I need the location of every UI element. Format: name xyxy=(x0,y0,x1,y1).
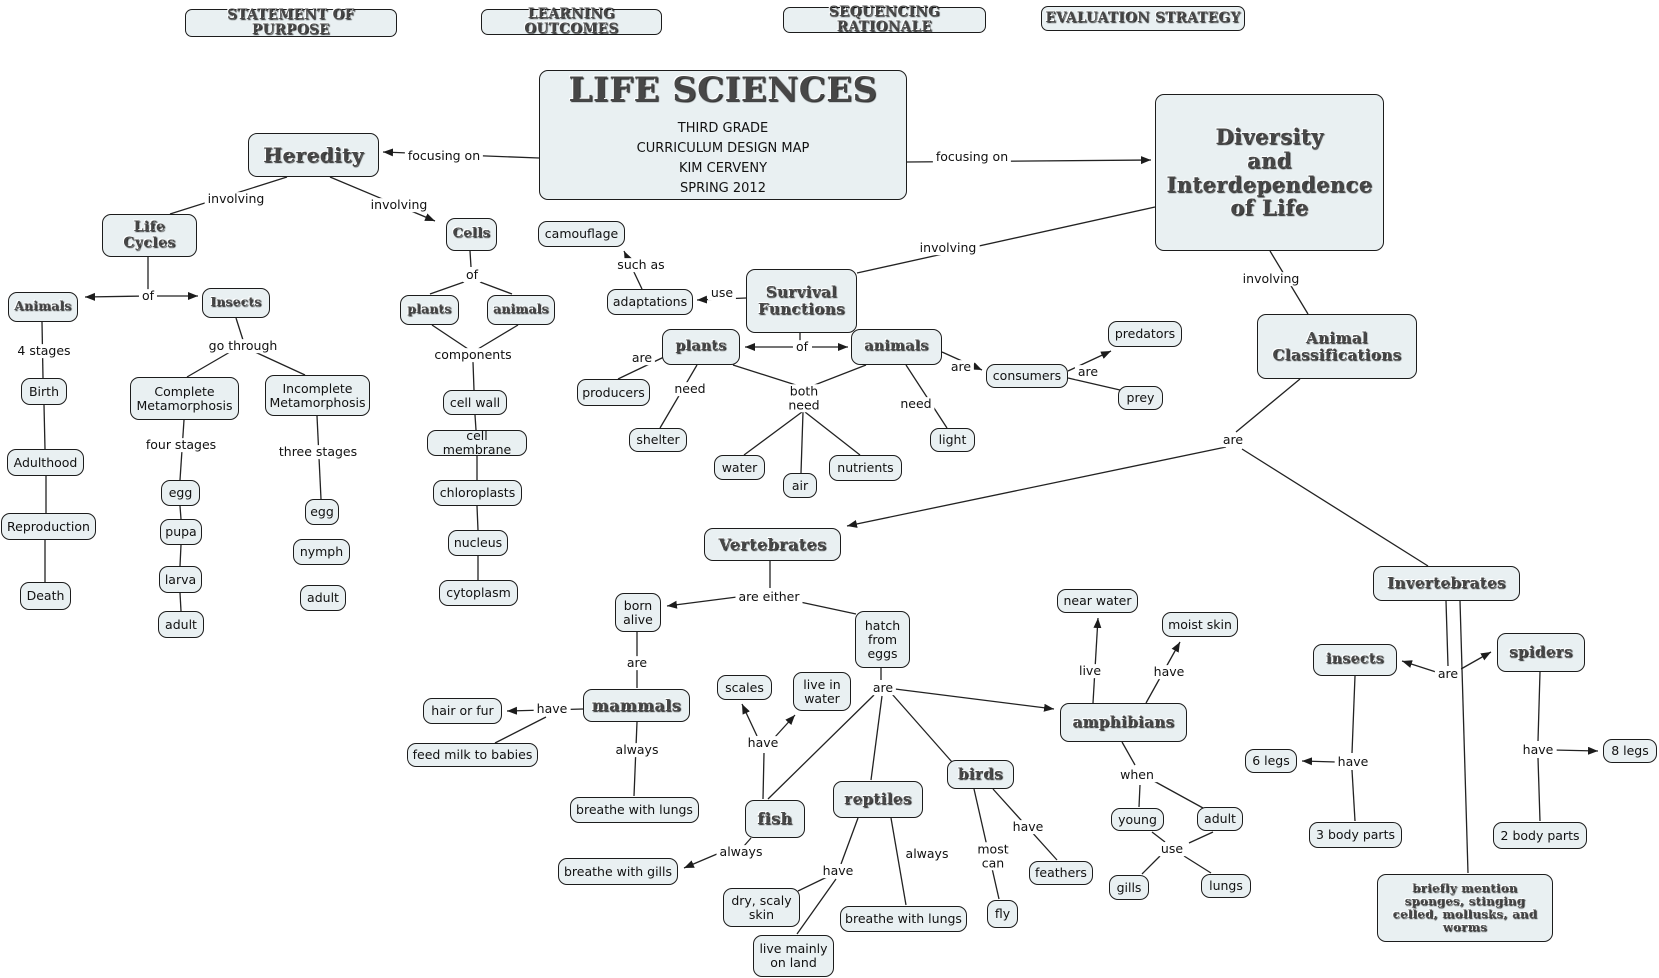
edge-label-always-reptiles[interactable]: always xyxy=(903,847,952,861)
node-heredity[interactable]: Heredity xyxy=(248,133,379,177)
edge-label-three-stages[interactable]: three stages xyxy=(276,445,360,459)
node-predators[interactable]: predators xyxy=(1108,321,1182,347)
node-air[interactable]: air xyxy=(783,473,817,498)
node-moist-skin[interactable]: moist skin xyxy=(1162,612,1238,637)
node-animals-cells[interactable]: animals xyxy=(487,295,555,325)
edge-label-need-light[interactable]: need xyxy=(897,397,934,411)
edge-label-involving-life-cycles[interactable]: involving xyxy=(205,192,268,206)
edge-label-four-stages[interactable]: four stages xyxy=(143,438,219,452)
edge-label-have-amphibians[interactable]: have xyxy=(1151,665,1188,679)
edge-label-always-mammals[interactable]: always xyxy=(613,743,662,757)
node-complete-metamorphosis[interactable]: Complete Metamorphosis xyxy=(130,377,239,420)
node-dry-scaly-skin[interactable]: dry, scaly skin xyxy=(723,888,800,927)
node-animal-classifications[interactable]: Animal Classifications xyxy=(1257,314,1417,379)
edge-label-have-birds[interactable]: have xyxy=(1010,820,1047,834)
node-spiders[interactable]: spiders xyxy=(1497,633,1585,672)
edge-label-both-need[interactable]: both need xyxy=(778,384,830,412)
node-light[interactable]: light xyxy=(930,428,975,452)
node-adulthood[interactable]: Adulthood xyxy=(7,449,84,476)
node-nucleus[interactable]: nucleus xyxy=(448,530,508,556)
node-consumers[interactable]: consumers xyxy=(986,364,1068,388)
node-egg-incomplete[interactable]: egg xyxy=(305,499,339,525)
edge-label-are-classes[interactable]: are xyxy=(1220,433,1246,447)
node-larva[interactable]: larva xyxy=(159,566,202,593)
node-reproduction[interactable]: Reproduction xyxy=(1,513,96,540)
node-plants-survival[interactable]: plants xyxy=(662,329,740,365)
edge-label-are-invertebrates[interactable]: are xyxy=(1435,667,1461,681)
edge-label-are-consumers[interactable]: are xyxy=(948,360,974,374)
edge-label-of-life-cycles[interactable]: of xyxy=(139,289,157,303)
title-box[interactable] xyxy=(539,70,907,200)
node-insects-life-cycle[interactable]: Insects xyxy=(202,288,270,318)
node-diversity-interdependence[interactable]: Diversity and Interdependence of Life xyxy=(1155,94,1384,251)
node-invertebrates[interactable]: Invertebrates xyxy=(1373,566,1520,601)
node-animals-survival[interactable]: animals xyxy=(851,329,942,365)
node-producers[interactable]: producers xyxy=(577,379,650,406)
node-cell-wall[interactable]: cell wall xyxy=(443,390,507,415)
node-egg-complete[interactable]: egg xyxy=(161,480,200,506)
tab-sequencing-rationale[interactable]: SEQUENCING RATIONALE xyxy=(783,7,986,33)
node-live-mainly-on-land[interactable]: live mainly on land xyxy=(753,935,834,977)
edge-label-involving-cells[interactable]: involving xyxy=(368,198,431,212)
edge-label-4-stages[interactable]: 4 stages xyxy=(14,344,73,358)
tab-evaluation-strategy[interactable]: EVALUATION STRATEGY xyxy=(1041,6,1245,31)
edge-label-are-groups[interactable]: are xyxy=(870,681,896,695)
node-adult-amphibian[interactable]: adult xyxy=(1197,807,1243,831)
node-prey[interactable]: prey xyxy=(1118,386,1163,410)
node-2-body-parts[interactable]: 2 body parts xyxy=(1493,822,1587,849)
node-born-alive[interactable]: born alive xyxy=(615,593,661,632)
edge-label-have-insects[interactable]: have xyxy=(1335,755,1372,769)
node-vertebrates[interactable]: Vertebrates xyxy=(704,528,841,561)
tab-learning-outcomes[interactable]: LEARNING OUTCOMES xyxy=(481,9,662,35)
node-pupa[interactable]: pupa xyxy=(160,519,202,545)
edge-label-involving-diversity[interactable]: involving xyxy=(917,241,980,255)
node-breathe-with-gills[interactable]: breathe with gills xyxy=(558,858,678,885)
node-hatch-from-eggs[interactable]: hatch from eggs xyxy=(855,611,910,668)
node-fish[interactable]: fish xyxy=(745,800,805,838)
node-death[interactable]: Death xyxy=(20,582,71,610)
node-adult-incomplete[interactable]: adult xyxy=(300,585,346,611)
node-scales[interactable]: scales xyxy=(717,675,772,700)
node-hair-or-fur[interactable]: hair or fur xyxy=(423,698,502,724)
node-8-legs[interactable]: 8 legs xyxy=(1603,739,1657,763)
node-adaptations[interactable]: adaptations xyxy=(607,289,693,315)
node-feathers[interactable]: feathers xyxy=(1029,861,1093,885)
node-cells[interactable]: Cells xyxy=(446,218,497,251)
node-plants-cells[interactable]: plants xyxy=(400,295,459,325)
node-chloroplasts[interactable]: chloroplasts xyxy=(433,480,522,506)
edge-label-use-adaptations[interactable]: use xyxy=(708,286,736,300)
node-camouflage[interactable]: camouflage xyxy=(538,221,625,247)
edge-label-have-mammals[interactable]: have xyxy=(534,702,571,716)
node-live-in-water[interactable]: live in water xyxy=(793,672,851,711)
node-breathe-with-lungs-mammals[interactable]: breathe with lungs xyxy=(570,797,699,823)
node-gills[interactable]: gills xyxy=(1109,875,1149,900)
edge-label-when-amphibians[interactable]: when xyxy=(1117,768,1157,782)
node-young[interactable]: young xyxy=(1111,808,1164,831)
node-fly[interactable]: fly xyxy=(987,900,1018,928)
node-incomplete-metamorphosis[interactable]: Incomplete Metamorphosis xyxy=(265,375,370,416)
node-insects-invertebrates[interactable]: insects xyxy=(1313,644,1397,676)
node-near-water[interactable]: near water xyxy=(1057,589,1138,613)
edge-label-of-cells[interactable]: of xyxy=(463,268,481,282)
edge-label-focusing-on-left[interactable]: focusing on xyxy=(405,149,483,163)
page-title: LIFE SCIENCES xyxy=(568,69,878,110)
node-shelter[interactable]: shelter xyxy=(629,428,687,452)
node-adult-complete[interactable]: adult xyxy=(158,611,204,638)
node-feed-milk-to-babies[interactable]: feed milk to babies xyxy=(407,743,538,767)
edge-label-focusing-on-right[interactable]: focusing on xyxy=(933,150,1011,164)
tab-statement-of-purpose[interactable]: STATEMENT OF PURPOSE xyxy=(185,9,397,37)
node-briefly-mention[interactable]: briefly mention sponges, stinging celled, mollusks, and worms xyxy=(1377,874,1553,942)
edge-label-are-predators[interactable]: are xyxy=(1075,365,1101,379)
node-cytoplasm[interactable]: cytoplasm xyxy=(439,580,518,606)
edge-label-components[interactable]: components xyxy=(431,348,514,362)
node-6-legs[interactable]: 6 legs xyxy=(1245,749,1297,773)
edge-label-go-through[interactable]: go through xyxy=(206,339,281,353)
edge-label-have-spiders[interactable]: have xyxy=(1520,743,1557,757)
edge-label-most-can[interactable]: most can xyxy=(967,842,1019,870)
node-cell-membrane[interactable]: cell membrane xyxy=(427,430,527,456)
edge-label-are-producers[interactable]: are xyxy=(629,351,655,365)
node-lungs[interactable]: lungs xyxy=(1201,874,1251,898)
node-nymph[interactable]: nymph xyxy=(293,539,350,565)
node-birth[interactable]: Birth xyxy=(21,378,67,405)
edge-label-live-amphibians[interactable]: live xyxy=(1076,664,1104,678)
node-life-cycles[interactable]: Life Cycles xyxy=(102,214,197,257)
node-water[interactable]: water xyxy=(714,455,765,480)
node-birds[interactable]: birds xyxy=(947,760,1014,789)
edge-label-have-fish[interactable]: have xyxy=(745,736,782,750)
edge-label-are-mammals[interactable]: are xyxy=(624,656,650,670)
edge-label-are-either[interactable]: are either xyxy=(735,590,802,604)
node-3-body-parts[interactable]: 3 body parts xyxy=(1309,822,1402,848)
edge-label-such-as[interactable]: such as xyxy=(614,258,667,272)
node-reptiles[interactable]: reptiles xyxy=(833,781,923,818)
edge-label-of-survival[interactable]: of xyxy=(793,340,811,354)
edge-label-have-reptiles[interactable]: have xyxy=(820,864,857,878)
edge-label-involving-classifications[interactable]: involving xyxy=(1240,272,1303,286)
node-animals-life-cycle[interactable]: Animals xyxy=(8,292,78,322)
node-amphibians[interactable]: amphibians xyxy=(1060,703,1187,742)
node-nutrients[interactable]: nutrients xyxy=(829,455,902,481)
node-mammals[interactable]: mammals xyxy=(583,689,690,722)
edge-label-use-amphibians[interactable]: use xyxy=(1158,842,1186,856)
edge-label-always-fish[interactable]: always xyxy=(717,845,766,859)
node-survival-functions[interactable]: Survival Functions xyxy=(746,269,857,333)
node-breathe-with-lungs-reptiles[interactable]: breathe with lungs xyxy=(840,906,967,932)
title-subtitle: THIRD GRADE CURRICULUM DESIGN MAP KIM CERVENY SPRING 2012 xyxy=(636,120,810,197)
edge-label-need-shelter[interactable]: need xyxy=(671,382,708,396)
